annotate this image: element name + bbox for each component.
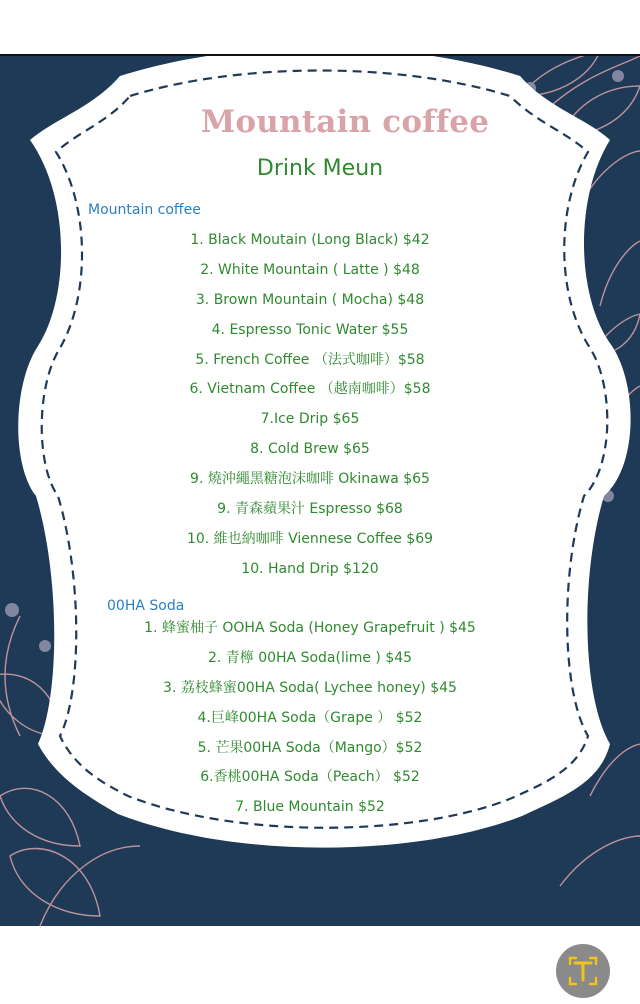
menu-subtitle: Drink Meun <box>256 156 384 181</box>
section-label-soda: 00HA Soda <box>107 598 185 614</box>
menu-item: 4.巨峰00HA Soda（Grape ） $52 <box>197 709 423 726</box>
menu-title: Mountain coffee <box>200 104 490 140</box>
menu-item: 6. Vietnam Coffee （越南咖啡）$58 <box>189 381 431 398</box>
menu-item: 7.Ice Drip $65 <box>260 411 360 428</box>
text-scan-button[interactable] <box>556 944 610 998</box>
menu-item: 10. 維也納咖啡 Viennese Coffee $69 <box>186 530 434 547</box>
menu-item: 5. French Coffee （法式咖啡）$58 <box>195 351 425 368</box>
menu-item: 4. Espresso Tonic Water $55 <box>211 321 409 338</box>
menu-card <box>0 56 640 926</box>
section-label-coffee: Mountain coffee <box>88 202 201 218</box>
menu-item: 2. 青檸 00HA Soda(lime ) $45 <box>207 649 413 666</box>
menu-item: 3. Brown Mountain ( Mocha) $48 <box>195 291 425 308</box>
coffee-item-list <box>110 226 510 585</box>
text-scan-icon <box>556 944 610 998</box>
menu-item: 8. Cold Brew $65 <box>250 441 370 458</box>
menu-item: 6.香桃00HA Soda（Peach） $52 <box>200 769 420 786</box>
menu-item: 9. 燒沖繩黑糖泡沫咖啡 Okinawa $65 <box>190 471 430 488</box>
menu-item: 10. Hand Drip $120 <box>241 560 379 577</box>
menu-item: 3. 荔枝蜂蜜00HA Soda( Lychee honey) $45 <box>163 679 457 696</box>
menu-item: 1. 蜂蜜柚子 OOHA Soda (Honey Grapefruit ) $45 <box>144 620 476 636</box>
menu-item: 1. Black Moutain (Long Black) $42 <box>190 232 430 248</box>
menu-item: 5. 芒果00HA Soda（Mango）$52 <box>197 739 423 756</box>
soda-item-list <box>110 614 510 823</box>
menu-item: 7. Blue Mountain $52 <box>235 799 385 816</box>
menu-item: 2. White Mountain ( Latte ) $48 <box>200 261 420 278</box>
menu-item: 9. 青森蘋果汁 Espresso $68 <box>217 501 403 518</box>
